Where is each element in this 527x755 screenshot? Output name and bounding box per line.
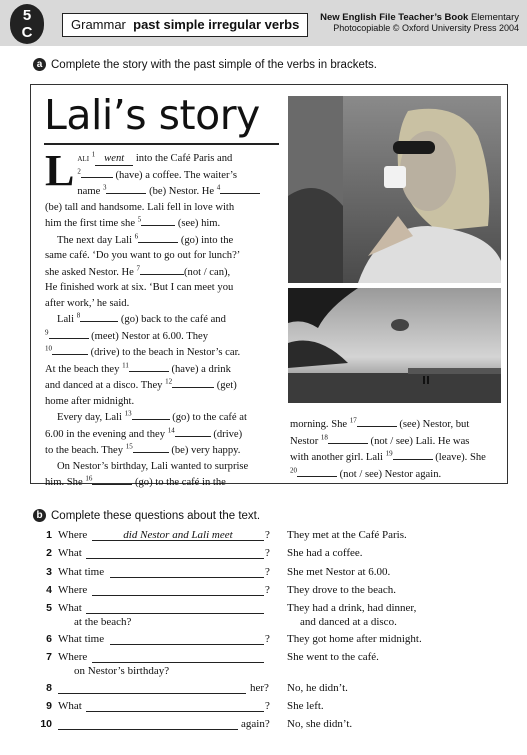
question-blank[interactable] [110,565,264,578]
answer-blank[interactable] [393,449,433,460]
gap-number: 20 [290,465,297,474]
question-end: ? [265,529,270,541]
question-start: What [58,700,82,712]
question-blank[interactable] [86,699,264,712]
answer-blank[interactable] [175,426,211,437]
given-answer: They got home after midnight. [287,633,422,645]
story-text: home after midnight. [45,395,135,407]
story-text: to the beach. They [45,445,126,456]
gap-number: 3 [102,183,107,192]
story-text: (go) back to the café and [118,314,226,325]
story-text: after work,’ he said. [45,297,130,309]
story-text: (not / can), [184,266,231,278]
story-text: Every day, Lali [57,412,125,423]
question-number: 1 [46,529,52,541]
gap-number: 13 [124,409,132,418]
answer-blank[interactable] [49,328,89,339]
answer-blank[interactable] [141,215,175,226]
gap-number: 15 [125,442,133,451]
answer-blank[interactable] [220,183,260,194]
book-title: New English File Teacher’s Book [320,12,469,23]
story-text: and danced at a disco. They [45,380,166,391]
story-text: He finished work at six. ‘But I can meet you [45,282,234,293]
story-text: name [77,186,103,197]
question-start: What [58,602,82,614]
badge-letter: C [21,24,33,41]
question-end: again? [241,718,270,730]
unit-title-box [62,13,308,37]
answer-blank[interactable] [140,264,184,275]
gap-number: 16 [85,474,93,483]
given-answer: She met Nestor at 6.00. [287,566,391,578]
answer-blank[interactable] [129,361,169,372]
section-label: Grammar [71,17,126,32]
question-end: ? [265,547,270,559]
story-text: (be) tall and handsome. Lali fell in love with [45,201,235,213]
question-number: 7 [46,651,52,663]
answer-blank[interactable] [52,344,88,355]
example-question-answer[interactable]: did Nestor and Lali meet [92,528,264,541]
gap-number: 10 [45,344,52,353]
question-number: 9 [46,700,52,712]
question-number: 4 [46,584,52,596]
story-text: (drive) to the beach in Nestor’s car. [88,347,241,358]
given-answer: They met at the Café Paris. [287,529,407,541]
gap-number: 7 [136,263,140,272]
part-b-instruction: Complete these questions about the text. [51,510,261,522]
question-number: 2 [46,547,52,559]
question-number: 5 [46,602,52,614]
given-answer: She left. [287,700,324,712]
story-text: (have) a drink [168,363,231,375]
gap-number: 19 [385,449,393,458]
story-text: (see) him. [175,218,221,229]
question-continuation: at the beach? [74,616,132,628]
question-start: What time [58,566,105,578]
answer-blank[interactable] [106,183,146,194]
answer-blank[interactable] [92,474,132,485]
story-text: him. She [45,477,86,488]
answer-blank[interactable] [357,416,397,427]
question-number: 6 [46,633,52,645]
gap-number: 14 [167,425,175,434]
story-text: (be) very happy. [168,445,241,456]
answer-blank[interactable] [297,466,337,477]
part-b-instruction-row [33,509,260,522]
given-answer: She went to the café. [287,651,379,663]
question-number: 3 [46,566,52,578]
photo-beach-sunset [288,288,501,403]
gap-number: 2 [77,166,81,175]
answer-blank[interactable] [328,433,368,444]
answer-blank[interactable] [138,232,178,243]
answer-blank[interactable] [81,167,113,178]
story-text: (not / see) Nestor again. [337,468,442,480]
question-end: her? [250,682,269,694]
story-text: (be) Nestor. He [146,186,217,197]
story-text: with another girl. Lali [290,452,386,463]
gap-number: 18 [320,432,328,441]
story-left-column [45,146,281,491]
given-answer: They had a drink, had dinner, [287,602,417,614]
story-text: 6.00 in the evening and they [45,428,168,440]
part-b-letter: b [33,509,46,522]
question-start: Where [58,584,88,596]
story-text: The next day Lali [57,234,135,246]
question-blank[interactable] [58,681,246,694]
gap-number: 11 [122,360,129,369]
drop-cap: L [45,146,75,195]
question-blank[interactable] [92,650,264,663]
story-text: (drive) [210,428,243,440]
question-end: ? [265,566,270,578]
part-a-letter: a [33,58,46,71]
question-end: ? [265,633,270,645]
badge-number: 5 [22,7,32,24]
answer-blank[interactable] [132,409,170,420]
given-answer-continuation: and danced at a disco. [300,616,397,628]
gap-number: 5 [137,215,142,224]
part-a-instruction: Complete the story with the past simple of the verbs in brackets. [51,59,377,71]
question-number: 8 [46,682,52,694]
story-text: (have) a coffee. The waiter’s [112,169,237,181]
topic-label: past simple irregular verbs [133,17,300,32]
question-blank[interactable] [58,717,238,730]
unit-badge [10,4,44,44]
story-text: (leave). She [432,452,486,463]
story-text: Lali [57,314,77,325]
answer-blank[interactable] [80,311,118,322]
story-text: ali [77,153,90,164]
story-text: (go) to the café at [169,412,247,423]
part-a-instruction-row [33,58,377,71]
story-right-column [290,416,505,482]
gap-number: 8 [76,311,81,320]
question-start: What [58,547,82,559]
story-text: On Nestor’s birthday, Lali wanted to surprise [57,460,249,472]
gap-number: 17 [349,416,357,425]
given-answer: They drove to the beach. [287,584,397,596]
question-start: Where [58,529,88,541]
question-end: ? [265,700,270,712]
gap-number: 1 [91,150,96,159]
story-text: Nestor [290,435,321,447]
story-text: (go) to the café in the [132,477,226,488]
given-answer: No, she didn’t. [287,718,353,730]
gap-number: 12 [165,377,173,386]
story-text: (not / see) Lali. He was [367,435,470,447]
story-text: into the Café Paris and [133,153,233,164]
story-text: (go) into the [178,234,234,246]
story-text: (meet) Nestor at 6.00. They [88,330,209,342]
question-blank[interactable] [110,632,264,645]
example-answer[interactable]: went [95,153,133,166]
story-text: (get) [214,380,237,391]
question-start: What time [58,633,105,645]
story-text: same café. ‘Do you want to go out for lunch?’ [45,250,241,261]
publisher-info [320,12,519,34]
question-blank[interactable] [86,546,264,559]
story-text: morning. She [290,419,350,430]
question-continuation: on Nestor’s birthday? [74,665,170,677]
photo-woman-drinking-coffee [288,96,501,283]
question-number: 10 [40,718,52,730]
story-text: him the first time she [45,218,138,229]
story-text: (see) Nestor, but [396,419,470,430]
book-level: Elementary [470,12,519,23]
story-text: At the beach they [45,363,123,375]
question-blank[interactable] [92,583,264,596]
question-end: ? [265,584,270,596]
given-answer: No, he didn’t. [287,682,348,694]
question-blank[interactable] [86,601,264,614]
story-text: she asked Nestor. He [45,266,137,278]
gap-number: 4 [216,183,221,192]
question-start: Where [58,651,88,663]
copyright: Photocopiable © Oxford University Press 2004 [333,23,519,33]
story-title: Lali’s story [44,91,260,139]
gap-number: 6 [134,231,139,240]
answer-blank[interactable] [133,442,169,453]
given-answer: She had a coffee. [287,547,363,559]
gap-number: 9 [45,327,49,336]
title-rule [44,143,279,145]
answer-blank[interactable] [172,377,214,388]
